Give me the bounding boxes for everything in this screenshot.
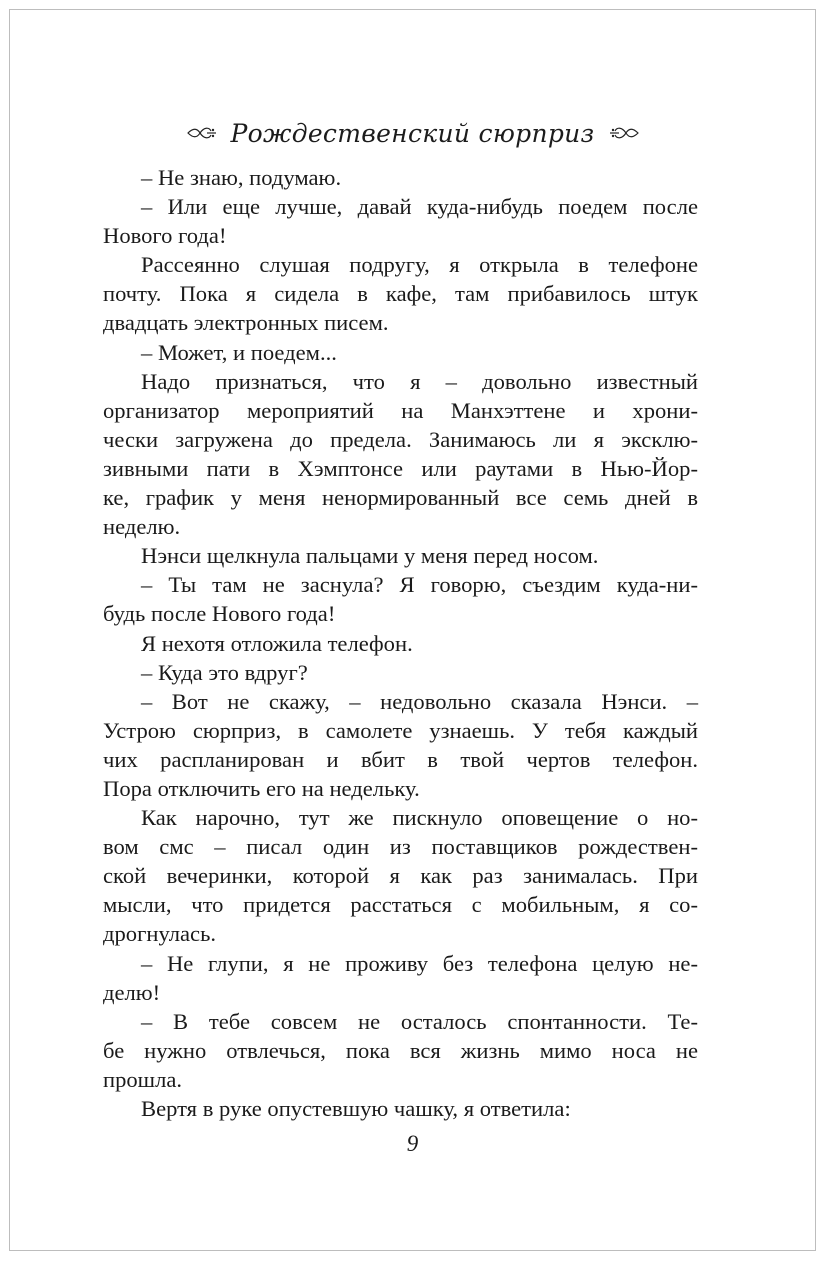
- text-line: вом смс – писал один из поставщиков рождествен-: [103, 834, 698, 860]
- text-line: чески загружена до предела. Занимаюсь ли я эксклю-: [103, 426, 698, 452]
- text-line: неделю.: [103, 514, 181, 540]
- text-line: Как нарочно, тут же пискнуло оповещение о но-: [141, 805, 698, 831]
- text-line: Вертя в руке опустевшую чашку, я ответила:: [141, 1096, 571, 1121]
- text-line: ке, график у меня ненормированный все семь дней в: [103, 485, 698, 511]
- text-line: чих распланирован и вбит в твой чертов телефон.: [103, 746, 698, 772]
- text-line: – Может, и поедем...: [141, 339, 337, 365]
- text-line: Пора отключить его на недельку.: [103, 775, 420, 801]
- text-line: Рассеянно слушая подругу, я открыла в телефоне: [141, 252, 698, 278]
- page-number: 9: [406, 1131, 419, 1156]
- text-line: зивными пати в Хэмптонсе или раутами в Нью-Йор-: [103, 455, 698, 481]
- text-line: – Или еще лучше, давай куда-нибудь поедем после: [141, 194, 698, 220]
- text-line: – Не знаю, подумаю.: [141, 165, 342, 190]
- running-head-title: Рождественский сюрприз: [230, 118, 595, 148]
- text-line: прошла.: [103, 1066, 183, 1092]
- text-line: почту. Пока я сидела в кафе, там прибавилось штук: [103, 281, 698, 307]
- text-line: делю!: [103, 979, 161, 1005]
- book-page: [9, 9, 816, 1251]
- running-head: [10, 113, 815, 153]
- text-line: ской вечеринки, которой я как раз занималась. При: [103, 863, 698, 889]
- text-line: – Ты там не заснула? Я говорю, съездим куда-ни-: [141, 572, 698, 598]
- text-line: Надо признаться, что я – довольно известный: [141, 368, 698, 394]
- floral-ornament-right-icon: [609, 125, 639, 141]
- text-line: двадцать электронных писем.: [103, 310, 389, 336]
- text-line: организатор мероприятий на Манхэттене и хрони-: [103, 397, 698, 423]
- text-line: – Куда это вдруг?: [141, 659, 308, 685]
- text-line: Устрою сюрприз, в самолете узнаешь. У тебя каждый: [103, 717, 698, 743]
- text-line: будь после Нового года!: [103, 601, 336, 627]
- text-line: Нового года!: [103, 223, 227, 249]
- text-line: дрогнулась.: [103, 921, 217, 947]
- text-line: – Не глупи, я не проживу без телефона целую не-: [141, 950, 698, 976]
- text-line: – Вот не скажу, – недовольно сказала Нэнси. –: [141, 688, 698, 714]
- text-line: Нэнси щелкнула пальцами у меня перед носом.: [141, 543, 599, 569]
- text-line: бе нужно отвлечься, пока вся жизнь мимо носа не: [103, 1037, 698, 1063]
- text-line: мысли, что придется расстаться с мобильным, я со-: [103, 892, 698, 918]
- text-line: Я нехотя отложила телефон.: [141, 630, 413, 656]
- text-line: – В тебе совсем не осталось спонтанности. Те-: [141, 1008, 698, 1034]
- floral-ornament-left-icon: [187, 125, 217, 141]
- body-text: [103, 163, 698, 1123]
